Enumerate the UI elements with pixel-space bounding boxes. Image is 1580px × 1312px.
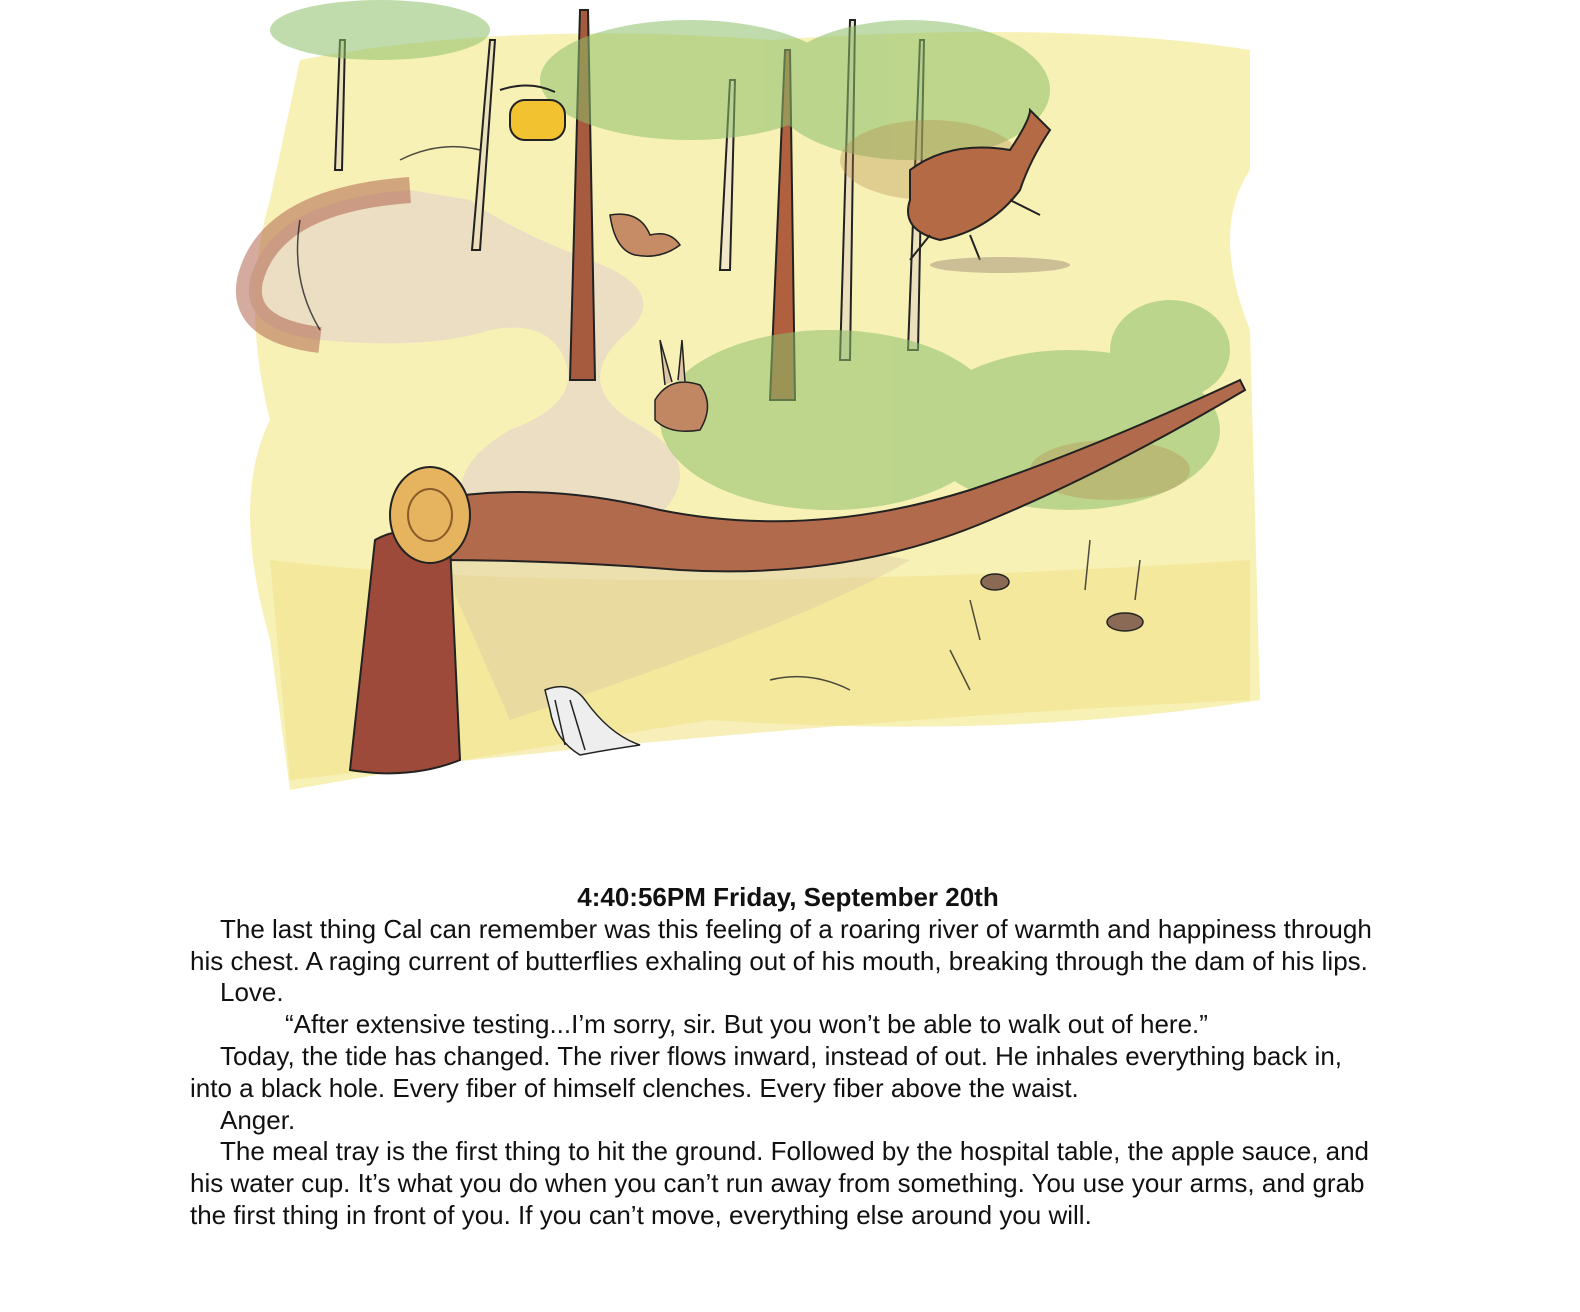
paragraph: Love. (220, 977, 284, 1008)
entry-heading: 4:40:56PM Friday, September 20th (577, 882, 999, 912)
paragraph: Today, the tide has changed. The river flows inward, instead of out. He inhales everything back in, into a black hole. Every fiber of himself clenches. Every fiber above the waist. (190, 1040, 1343, 1103)
forest-scene-drawing (210, 0, 1280, 810)
story-text (190, 882, 1390, 1232)
forest-illustration (210, 0, 1280, 810)
paragraph: The meal tray is the first thing to hit the ground. Followed by the hospital table, the apple sauce, and his water cup. It’s what you do when you can’t run away from something. You use your arms, and grab the first thing in front of you. If you can’t move, everything else around you will. (190, 1136, 1370, 1230)
stump-rings (390, 467, 470, 563)
dialogue-quote: “After extensive testing...I’m sorry, sir. But you won’t be able to walk out of here.” (285, 1009, 1208, 1040)
paragraph: The last thing Cal can remember was this feeling of a roaring river of warmth and happiness through his chest. A raging current of butterflies exhaling out of his mouth, breaking through the dam of his lips. (190, 913, 1372, 976)
paragraph: Anger. (220, 1104, 296, 1135)
